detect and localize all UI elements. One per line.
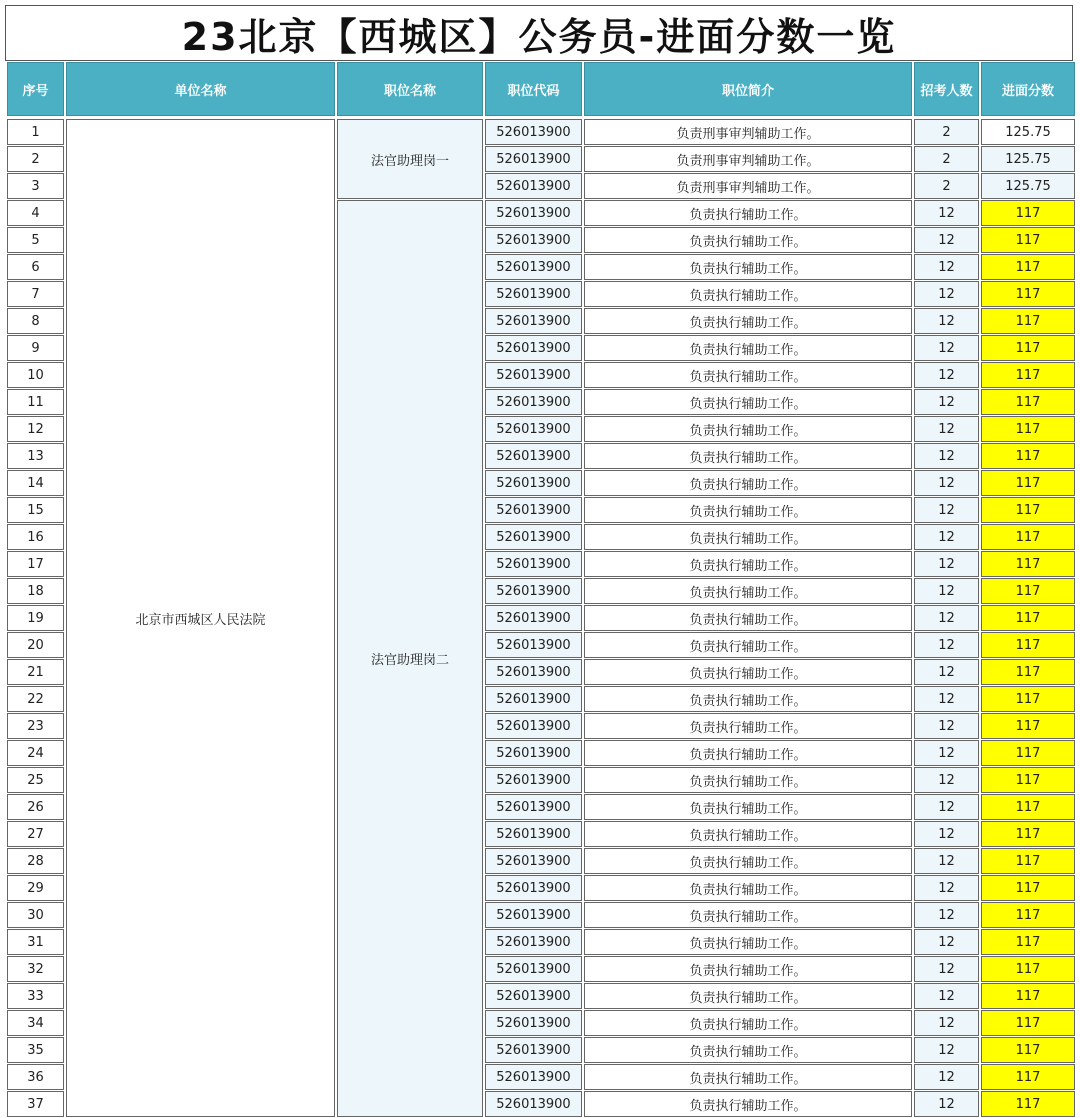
score-cell: 117 [981, 821, 1075, 847]
header-code: 职位代码 [485, 62, 582, 116]
recruit-count-cell: 12 [914, 821, 979, 847]
seq-cell: 35 [7, 1037, 64, 1063]
score-cell: 117 [981, 470, 1075, 496]
score-cell: 117 [981, 632, 1075, 658]
position-desc-cell: 负责执行辅助工作。 [584, 956, 912, 982]
position-desc-cell: 负责执行辅助工作。 [584, 632, 912, 658]
seq-cell: 11 [7, 389, 64, 415]
position-desc-cell: 负责执行辅助工作。 [584, 848, 912, 874]
position-code-cell: 526013900 [485, 362, 582, 388]
score-cell: 117 [981, 740, 1075, 766]
position-code-cell: 526013900 [485, 605, 582, 631]
position-code-cell: 526013900 [485, 875, 582, 901]
header-position: 职位名称 [337, 62, 483, 116]
position-code-cell: 526013900 [485, 686, 582, 712]
position-name-cell: 法官助理岗二 [337, 200, 483, 1117]
score-cell: 117 [981, 362, 1075, 388]
recruit-count-cell: 12 [914, 200, 979, 226]
seq-cell: 24 [7, 740, 64, 766]
seq-cell: 2 [7, 146, 64, 172]
seq-cell: 15 [7, 497, 64, 523]
position-code-cell: 526013900 [485, 443, 582, 469]
seq-cell: 29 [7, 875, 64, 901]
position-desc-cell: 负责执行辅助工作。 [584, 254, 912, 280]
score-cell: 117 [981, 1037, 1075, 1063]
recruit-count-cell: 12 [914, 578, 979, 604]
position-desc-cell: 负责执行辅助工作。 [584, 983, 912, 1009]
position-desc-cell: 负责执行辅助工作。 [584, 335, 912, 361]
seq-cell: 20 [7, 632, 64, 658]
score-cell: 117 [981, 578, 1075, 604]
table-body [7, 119, 1075, 1117]
recruit-count-cell: 12 [914, 551, 979, 577]
seq-cell: 25 [7, 767, 64, 793]
score-cell: 117 [981, 875, 1075, 901]
recruit-count-cell: 12 [914, 416, 979, 442]
seq-cell: 34 [7, 1010, 64, 1036]
seq-cell: 5 [7, 227, 64, 253]
position-desc-cell: 负责执行辅助工作。 [584, 416, 912, 442]
position-desc-cell: 负责执行辅助工作。 [584, 200, 912, 226]
score-cell: 125.75 [981, 119, 1075, 145]
header-seq: 序号 [7, 62, 64, 116]
seq-cell: 30 [7, 902, 64, 928]
score-cell: 117 [981, 1091, 1075, 1117]
position-code-cell: 526013900 [485, 416, 582, 442]
seq-cell: 10 [7, 362, 64, 388]
position-code-cell: 526013900 [485, 497, 582, 523]
recruit-count-cell: 12 [914, 659, 979, 685]
position-code-cell: 526013900 [485, 1064, 582, 1090]
recruit-count-cell: 12 [914, 281, 979, 307]
score-cell: 117 [981, 1010, 1075, 1036]
position-desc-cell: 负责刑事审判辅助工作。 [584, 146, 912, 172]
score-cell: 117 [981, 605, 1075, 631]
position-name-cell: 法官助理岗一 [337, 119, 483, 199]
position-desc-cell: 负责执行辅助工作。 [584, 740, 912, 766]
seq-cell: 4 [7, 200, 64, 226]
position-desc-cell: 负责执行辅助工作。 [584, 767, 912, 793]
recruit-count-cell: 12 [914, 470, 979, 496]
score-table [5, 61, 1077, 1118]
position-desc-cell: 负责执行辅助工作。 [584, 227, 912, 253]
position-code-cell: 526013900 [485, 902, 582, 928]
recruit-count-cell: 12 [914, 524, 979, 550]
recruit-count-cell: 12 [914, 497, 979, 523]
position-desc-cell: 负责执行辅助工作。 [584, 389, 912, 415]
score-cell: 117 [981, 902, 1075, 928]
header-score: 进面分数 [981, 62, 1075, 116]
position-code-cell: 526013900 [485, 767, 582, 793]
recruit-count-cell: 12 [914, 767, 979, 793]
position-code-cell: 526013900 [485, 821, 582, 847]
recruit-count-cell: 12 [914, 227, 979, 253]
score-cell: 117 [981, 767, 1075, 793]
position-code-cell: 526013900 [485, 389, 582, 415]
recruit-count-cell: 12 [914, 389, 979, 415]
position-code-cell: 526013900 [485, 524, 582, 550]
score-cell: 117 [981, 551, 1075, 577]
seq-cell: 31 [7, 929, 64, 955]
score-cell: 117 [981, 389, 1075, 415]
header-count: 招考人数 [914, 62, 979, 116]
position-code-cell: 526013900 [485, 794, 582, 820]
position-code-cell: 526013900 [485, 200, 582, 226]
position-code-cell: 526013900 [485, 227, 582, 253]
position-code-cell: 526013900 [485, 848, 582, 874]
seq-cell: 19 [7, 605, 64, 631]
recruit-count-cell: 12 [914, 254, 979, 280]
score-cell: 117 [981, 497, 1075, 523]
recruit-count-cell: 2 [914, 119, 979, 145]
seq-cell: 16 [7, 524, 64, 550]
score-cell: 117 [981, 659, 1075, 685]
position-code-cell: 526013900 [485, 335, 582, 361]
recruit-count-cell: 2 [914, 173, 979, 199]
position-desc-cell: 负责执行辅助工作。 [584, 1091, 912, 1117]
score-cell: 117 [981, 983, 1075, 1009]
seq-cell: 7 [7, 281, 64, 307]
position-code-cell: 526013900 [485, 929, 582, 955]
position-desc-cell: 负责执行辅助工作。 [584, 443, 912, 469]
seq-cell: 3 [7, 173, 64, 199]
seq-cell: 27 [7, 821, 64, 847]
seq-cell: 14 [7, 470, 64, 496]
position-desc-cell: 负责执行辅助工作。 [584, 1064, 912, 1090]
position-code-cell: 526013900 [485, 254, 582, 280]
seq-cell: 22 [7, 686, 64, 712]
seq-cell: 9 [7, 335, 64, 361]
recruit-count-cell: 12 [914, 1010, 979, 1036]
position-code-cell: 526013900 [485, 308, 582, 334]
seq-cell: 6 [7, 254, 64, 280]
seq-cell: 28 [7, 848, 64, 874]
position-code-cell: 526013900 [485, 740, 582, 766]
position-code-cell: 526013900 [485, 632, 582, 658]
position-code-cell: 526013900 [485, 956, 582, 982]
recruit-count-cell: 12 [914, 956, 979, 982]
recruit-count-cell: 12 [914, 443, 979, 469]
seq-cell: 12 [7, 416, 64, 442]
score-cell: 117 [981, 443, 1075, 469]
score-cell: 117 [981, 308, 1075, 334]
position-desc-cell: 负责刑事审判辅助工作。 [584, 173, 912, 199]
seq-cell: 33 [7, 983, 64, 1009]
recruit-count-cell: 12 [914, 713, 979, 739]
position-desc-cell: 负责执行辅助工作。 [584, 497, 912, 523]
position-code-cell: 526013900 [485, 578, 582, 604]
position-code-cell: 526013900 [485, 1010, 582, 1036]
seq-cell: 17 [7, 551, 64, 577]
score-cell: 125.75 [981, 146, 1075, 172]
recruit-count-cell: 12 [914, 794, 979, 820]
page-title: 23北京【西城区】公务员-进面分数一览 [5, 5, 1073, 61]
score-cell: 117 [981, 335, 1075, 361]
position-desc-cell: 负责刑事审判辅助工作。 [584, 119, 912, 145]
position-desc-cell: 负责执行辅助工作。 [584, 713, 912, 739]
position-desc-cell: 负责执行辅助工作。 [584, 875, 912, 901]
seq-cell: 1 [7, 119, 64, 145]
score-cell: 117 [981, 848, 1075, 874]
recruit-count-cell: 12 [914, 848, 979, 874]
unit-name-cell: 北京市西城区人民法院 [66, 119, 335, 1117]
position-desc-cell: 负责执行辅助工作。 [584, 578, 912, 604]
seq-cell: 36 [7, 1064, 64, 1090]
recruit-count-cell: 12 [914, 632, 979, 658]
position-code-cell: 526013900 [485, 146, 582, 172]
score-cell: 117 [981, 200, 1075, 226]
recruit-count-cell: 12 [914, 605, 979, 631]
position-desc-cell: 负责执行辅助工作。 [584, 470, 912, 496]
position-desc-cell: 负责执行辅助工作。 [584, 1037, 912, 1063]
recruit-count-cell: 2 [914, 146, 979, 172]
position-desc-cell: 负责执行辅助工作。 [584, 821, 912, 847]
score-cell: 117 [981, 713, 1075, 739]
recruit-count-cell: 12 [914, 875, 979, 901]
recruit-count-cell: 12 [914, 929, 979, 955]
position-code-cell: 526013900 [485, 470, 582, 496]
position-desc-cell: 负责执行辅助工作。 [584, 524, 912, 550]
seq-cell: 26 [7, 794, 64, 820]
position-desc-cell: 负责执行辅助工作。 [584, 551, 912, 577]
position-desc-cell: 负责执行辅助工作。 [584, 686, 912, 712]
recruit-count-cell: 12 [914, 1037, 979, 1063]
recruit-count-cell: 12 [914, 983, 979, 1009]
seq-cell: 32 [7, 956, 64, 982]
position-desc-cell: 负责执行辅助工作。 [584, 281, 912, 307]
recruit-count-cell: 12 [914, 362, 979, 388]
score-cell: 125.75 [981, 173, 1075, 199]
seq-cell: 21 [7, 659, 64, 685]
position-desc-cell: 负责执行辅助工作。 [584, 929, 912, 955]
score-cell: 117 [981, 956, 1075, 982]
recruit-count-cell: 12 [914, 1091, 979, 1117]
position-code-cell: 526013900 [485, 983, 582, 1009]
recruit-count-cell: 12 [914, 1064, 979, 1090]
score-cell: 117 [981, 416, 1075, 442]
seq-cell: 18 [7, 578, 64, 604]
recruit-count-cell: 12 [914, 686, 979, 712]
seq-cell: 37 [7, 1091, 64, 1117]
score-cell: 117 [981, 1064, 1075, 1090]
position-code-cell: 526013900 [485, 1037, 582, 1063]
position-code-cell: 526013900 [485, 551, 582, 577]
recruit-count-cell: 12 [914, 740, 979, 766]
recruit-count-cell: 12 [914, 902, 979, 928]
score-cell: 117 [981, 929, 1075, 955]
table-row [7, 119, 1075, 145]
position-code-cell: 526013900 [485, 119, 582, 145]
score-cell: 117 [981, 227, 1075, 253]
score-cell: 117 [981, 281, 1075, 307]
position-code-cell: 526013900 [485, 173, 582, 199]
position-desc-cell: 负责执行辅助工作。 [584, 794, 912, 820]
position-code-cell: 526013900 [485, 281, 582, 307]
seq-cell: 13 [7, 443, 64, 469]
position-desc-cell: 负责执行辅助工作。 [584, 362, 912, 388]
position-code-cell: 526013900 [485, 659, 582, 685]
position-desc-cell: 负责执行辅助工作。 [584, 659, 912, 685]
score-cell: 117 [981, 686, 1075, 712]
score-cell: 117 [981, 524, 1075, 550]
position-desc-cell: 负责执行辅助工作。 [584, 1010, 912, 1036]
position-desc-cell: 负责执行辅助工作。 [584, 902, 912, 928]
header-desc: 职位简介 [584, 62, 912, 116]
position-desc-cell: 负责执行辅助工作。 [584, 308, 912, 334]
position-code-cell: 526013900 [485, 1091, 582, 1117]
recruit-count-cell: 12 [914, 308, 979, 334]
score-cell: 117 [981, 794, 1075, 820]
seq-cell: 8 [7, 308, 64, 334]
score-cell: 117 [981, 254, 1075, 280]
position-desc-cell: 负责执行辅助工作。 [584, 605, 912, 631]
header-row [7, 62, 1075, 116]
seq-cell: 23 [7, 713, 64, 739]
position-code-cell: 526013900 [485, 713, 582, 739]
recruit-count-cell: 12 [914, 335, 979, 361]
header-unit: 单位名称 [66, 62, 335, 116]
